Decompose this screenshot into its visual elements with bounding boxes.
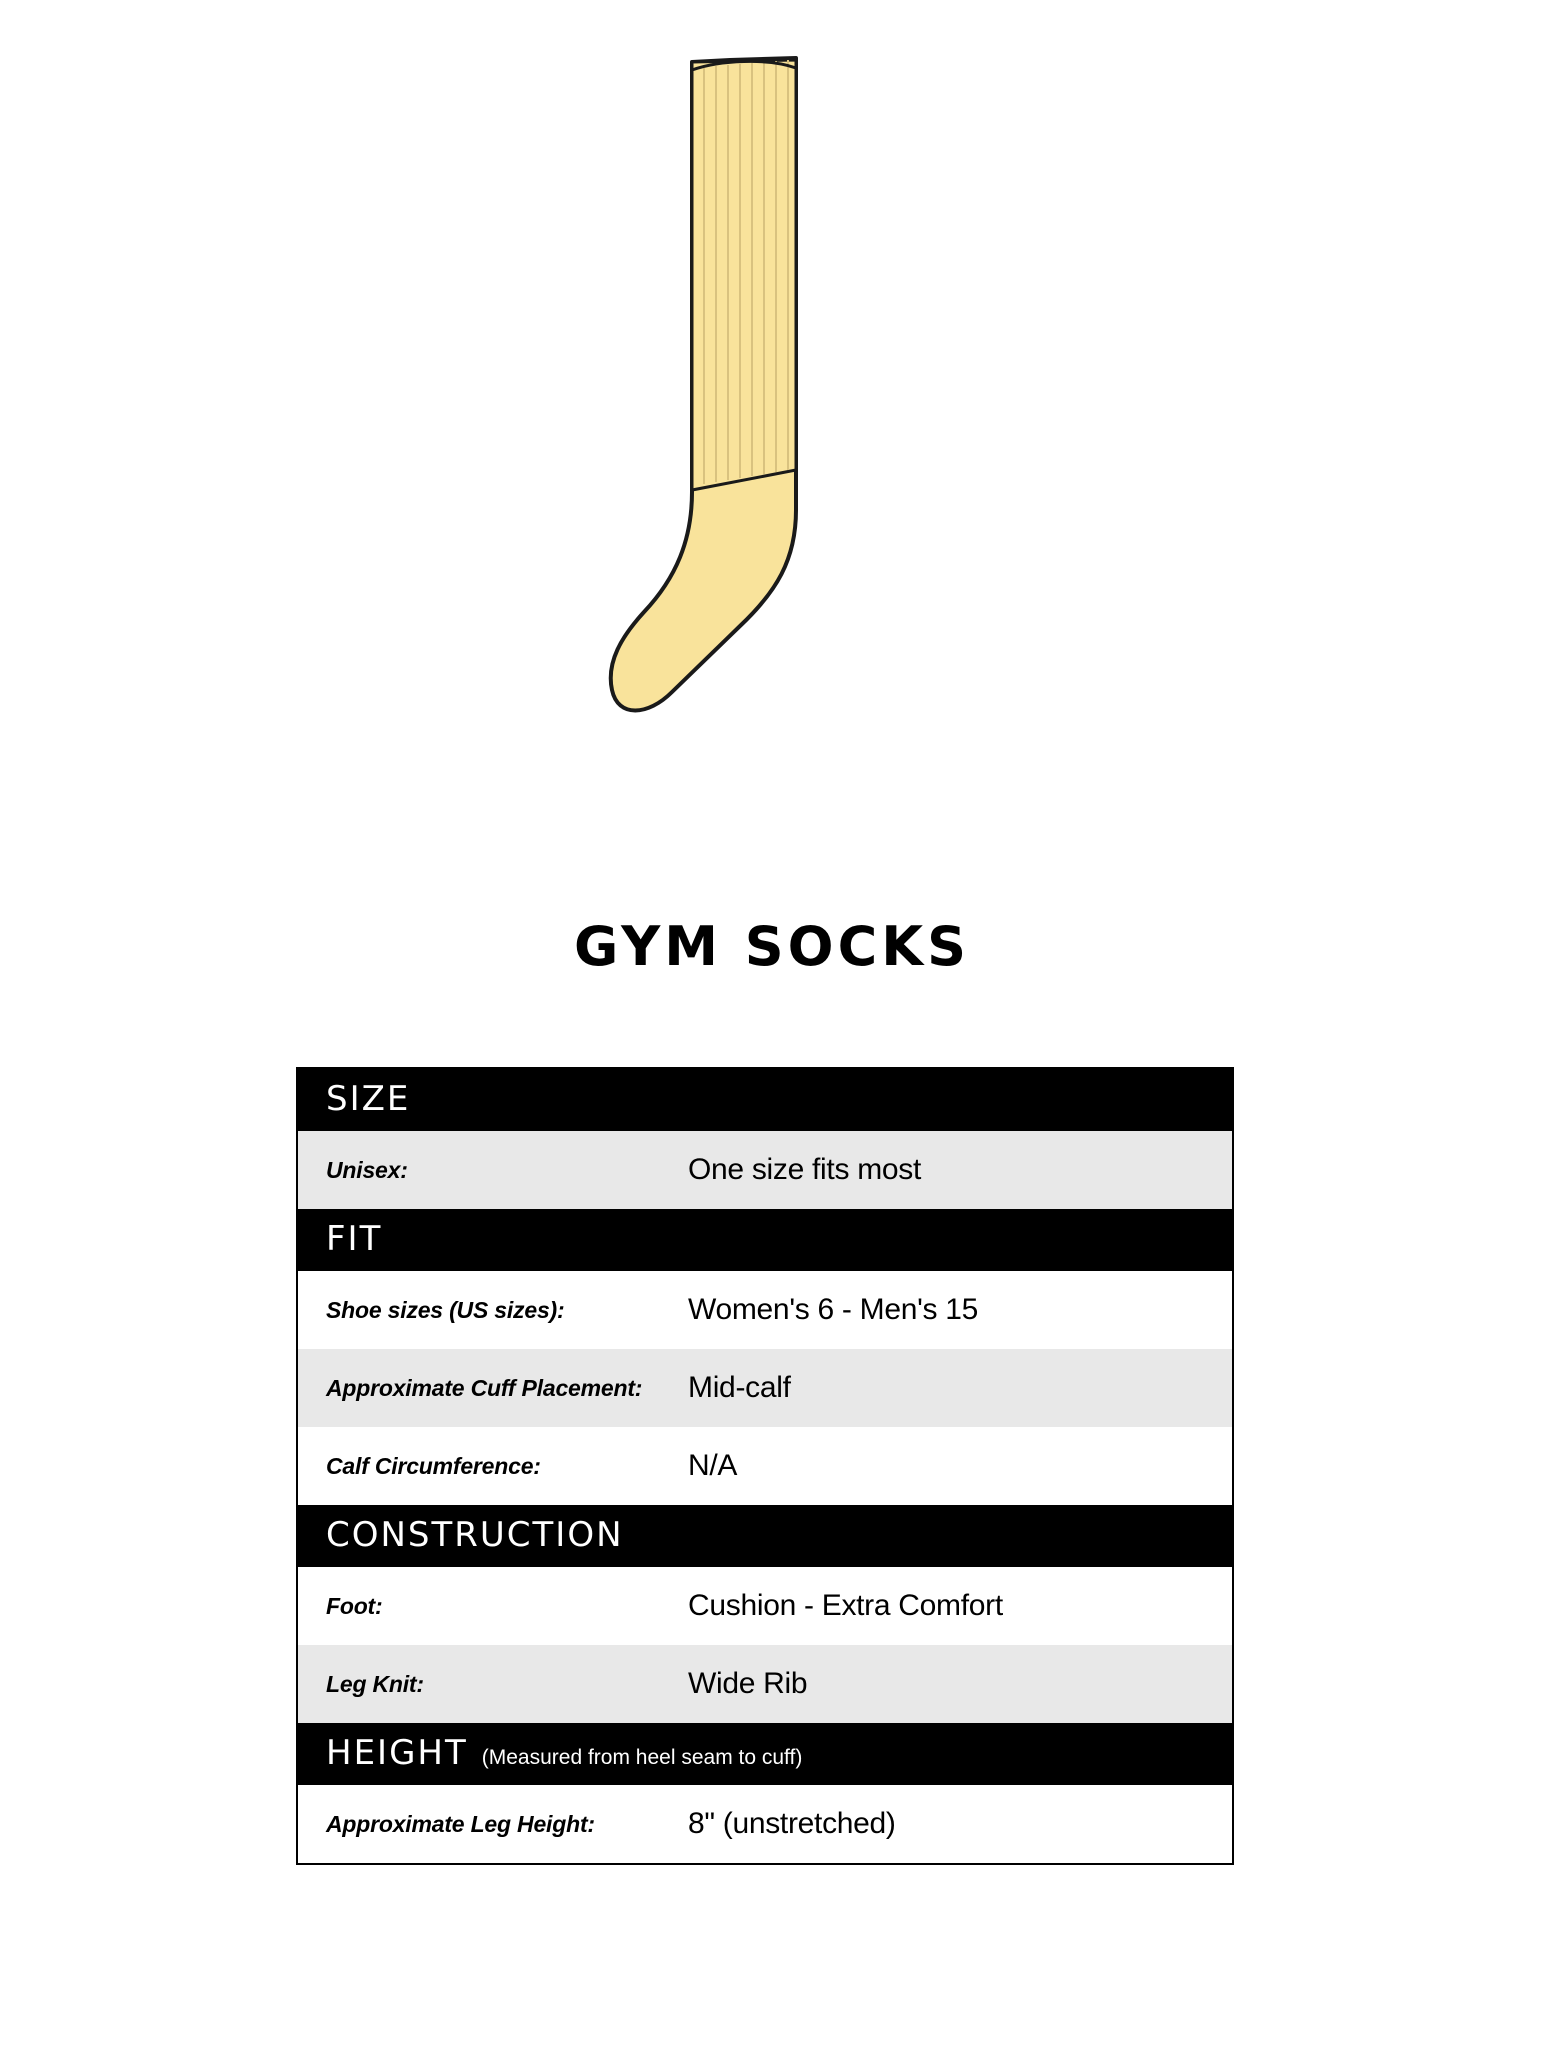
row-label: Calf Circumference: — [326, 1452, 541, 1479]
row-value: Mid-calf — [688, 1371, 791, 1404]
row-label: Approximate Leg Height: — [326, 1810, 595, 1837]
row-label: Foot: — [326, 1592, 383, 1619]
spec-table — [296, 1067, 1234, 1865]
crew-sock-icon — [562, 40, 982, 870]
section-title: CONSTRUCTION — [326, 1515, 624, 1555]
section-note: (Measured from heel seam to cuff) — [481, 1746, 803, 1769]
sock-illustration — [0, 40, 1544, 870]
section-title: FIT — [326, 1219, 383, 1259]
row-value: Cushion - Extra Comfort — [688, 1589, 1003, 1622]
table-row — [298, 1645, 1232, 1723]
row-label: Approximate Cuff Placement: — [326, 1374, 643, 1401]
row-label: Shoe sizes (US sizes): — [326, 1296, 565, 1323]
row-value: Wide Rib — [688, 1667, 808, 1700]
section-header-fit — [298, 1209, 1232, 1271]
section-title: HEIGHT — [326, 1733, 468, 1773]
section-header-height — [298, 1723, 1232, 1785]
row-label: Leg Knit: — [326, 1670, 424, 1697]
row-value: Women's 6 - Men's 15 — [688, 1293, 979, 1326]
row-label: Unisex: — [326, 1156, 408, 1183]
section-header-size — [298, 1069, 1232, 1131]
table-row — [298, 1785, 1232, 1863]
table-row — [298, 1271, 1232, 1349]
section-header-construction — [298, 1505, 1232, 1567]
row-value: One size fits most — [688, 1153, 922, 1186]
table-row — [298, 1567, 1232, 1645]
section-title: SIZE — [326, 1079, 411, 1119]
table-row — [298, 1131, 1232, 1209]
page-title: GYM SOCKS — [574, 915, 970, 978]
table-row — [298, 1349, 1232, 1427]
row-value: 8" (unstretched) — [688, 1807, 896, 1840]
table-row — [298, 1427, 1232, 1505]
row-value: N/A — [688, 1449, 738, 1482]
